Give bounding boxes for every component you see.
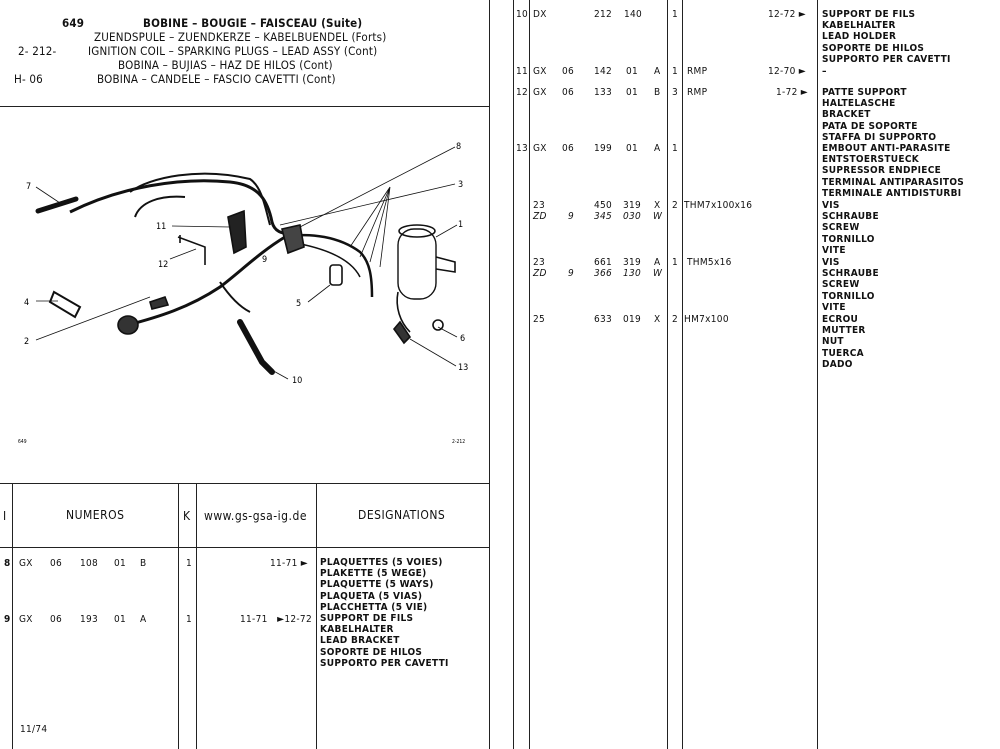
designation-es: SOPORTE DE HILOS xyxy=(822,42,925,54)
quantity: 1 xyxy=(672,66,679,77)
designation-de: MUTTER xyxy=(822,325,866,337)
part-number: 633 xyxy=(594,314,613,325)
right-col-sep-5 xyxy=(817,0,818,749)
part-group: 06 xyxy=(562,87,575,98)
date-range: 12-72 ► xyxy=(768,9,807,20)
part-variant: A xyxy=(654,257,661,268)
part-prefix: GX xyxy=(533,143,547,154)
part-group: 06 xyxy=(562,66,575,77)
part-number: 661 xyxy=(594,257,613,268)
designation-it: TERMINALE ANTIDISTURBI xyxy=(822,187,962,199)
row-index: 12 xyxy=(516,87,529,98)
part-variant: X xyxy=(654,200,661,211)
right-col-sep-1 xyxy=(513,0,514,749)
table-top-border xyxy=(0,483,490,484)
row-index: 9 xyxy=(4,614,11,625)
part-number: 108 xyxy=(80,558,99,569)
designation-it: VITE xyxy=(822,244,846,256)
designation-en: LEAD HOLDER xyxy=(822,31,897,43)
part-spec: HM7x100 xyxy=(684,314,729,325)
part-suffix: 319 xyxy=(623,200,642,211)
part-prefix: GX xyxy=(533,66,547,77)
quantity: 2 xyxy=(672,200,679,211)
sub-code: H- 06 xyxy=(14,72,43,86)
part-suffix: 01 xyxy=(626,143,639,154)
part-number-alt: 345 xyxy=(594,211,613,222)
title-it: BOBINA – CANDELE – FASCIO CAVETTI (Cont) xyxy=(97,72,336,86)
part-variant: B xyxy=(140,558,147,569)
date-range: 1-72 ► xyxy=(776,87,808,98)
part-number: 133 xyxy=(594,87,613,98)
quantity: 1 xyxy=(672,257,679,268)
title-es: BOBINA – BUJIAS – HAZ DE HILOS (Cont) xyxy=(118,58,333,72)
diagram-footer-left: 649 xyxy=(18,439,27,445)
quantity: 1 xyxy=(672,9,679,20)
part-prefix: DX xyxy=(533,9,547,20)
right-col-sep-4 xyxy=(682,0,683,749)
designation-de: ENTSTOERSTUECK xyxy=(822,154,919,166)
part-variant: A xyxy=(654,66,661,77)
designation-en: SCREW xyxy=(822,222,860,234)
callout-8: 8 xyxy=(456,142,462,152)
quantity: 1 xyxy=(186,558,193,569)
col-header-website[interactable]: www.gs-gsa-ig.de xyxy=(204,509,307,523)
designation-en: SUPRESSOR ENDPIECE xyxy=(822,165,942,177)
row-index: 10 xyxy=(516,9,529,20)
title-en: IGNITION COIL – SPARKING PLUGS – LEAD ASSY (Cont) xyxy=(88,44,378,58)
designation-list xyxy=(822,87,936,143)
part-prefix: GX xyxy=(19,614,33,625)
callout-11: 11 xyxy=(156,222,167,232)
part-number: 193 xyxy=(80,614,99,625)
part-group: 06 xyxy=(50,558,63,569)
table-header-bottom xyxy=(0,547,490,548)
designation-fr: ECROU xyxy=(822,314,859,325)
designation-en: NUT xyxy=(822,336,844,348)
part-prefix: 25 xyxy=(533,314,546,325)
page-number: 649 xyxy=(62,16,85,30)
designation-dash: – xyxy=(822,66,827,77)
center-divider xyxy=(489,0,490,749)
designation-fr: PATTE SUPPORT xyxy=(822,87,907,98)
designation-es: SOPORTE DE HILOS xyxy=(320,646,423,658)
designation-list xyxy=(822,314,866,370)
part-suffix: 01 xyxy=(114,558,127,569)
designation-en: BRACKET xyxy=(822,109,871,121)
designation-fr: VIS xyxy=(822,200,840,211)
col-header-numbers: NUMEROS xyxy=(66,508,125,522)
part-suffix: 319 xyxy=(623,257,642,268)
part-spec: THM7x100x16 xyxy=(684,200,753,211)
designation-fr: VIS xyxy=(822,257,840,268)
designation-es: TERMINAL ANTIPARASITOS xyxy=(822,176,965,188)
part-spec: THM5x16 xyxy=(687,257,732,268)
designation-en: PLAQUETTE (5 WAYS) xyxy=(320,579,434,591)
designation-en: LEAD BRACKET xyxy=(320,635,400,647)
designation-de: SCHRAUBE xyxy=(822,211,879,223)
part-suffix: 01 xyxy=(626,87,639,98)
part-prefix: GX xyxy=(19,558,33,569)
callout-1: 1 xyxy=(458,220,464,230)
designation-de: KABELHALTER xyxy=(822,20,896,32)
callout-13: 13 xyxy=(458,363,469,373)
callout-2: 2 xyxy=(24,337,30,347)
part-variant: A xyxy=(654,143,661,154)
date-range: 11-71 ►12-72 xyxy=(240,614,312,625)
designation-es: TORNILLO xyxy=(822,233,875,245)
part-suffix: 01 xyxy=(114,614,127,625)
diagram-footer-right: 2-212 xyxy=(452,439,466,445)
callout-4: 4 xyxy=(24,298,30,308)
part-prefix: GX xyxy=(533,87,547,98)
callout-7: 7 xyxy=(26,182,32,192)
designation-list xyxy=(822,66,827,77)
col-sep-date xyxy=(316,483,317,749)
designation-de: KABELHALTER xyxy=(320,624,394,636)
designation-it: STAFFA DI SUPPORTO xyxy=(822,131,937,143)
callout-12: 12 xyxy=(158,260,169,270)
part-group-alt: 9 xyxy=(568,211,575,222)
footer-date: 11/74 xyxy=(20,724,48,735)
title-fr: BOBINE – BOUGIE – FAISCEAU (Suite) xyxy=(143,16,363,30)
part-group-alt: 9 xyxy=(568,268,575,279)
designation-it: SUPPORTO PER CAVETTI xyxy=(822,53,951,65)
designation-it: DADO xyxy=(822,358,853,370)
quantity: 1 xyxy=(186,614,193,625)
col-header-index: I xyxy=(3,509,7,523)
right-col-sep-2 xyxy=(529,0,530,749)
section-code: 2- 212- xyxy=(18,44,57,58)
part-prefix-alt: ZD xyxy=(533,211,547,222)
part-suffix-alt: 030 xyxy=(623,211,642,222)
designation-de: SCHRAUBE xyxy=(822,268,879,280)
designation-it: PLACCHETTA (5 VIE) xyxy=(320,601,428,613)
quantity: 2 xyxy=(672,314,679,325)
exploded-diagram xyxy=(0,107,488,482)
designation-list xyxy=(822,143,964,199)
part-variant: A xyxy=(140,614,147,625)
row-index: 11 xyxy=(516,66,529,77)
col-sep-k xyxy=(196,483,197,749)
date-range: 11-71 ► xyxy=(270,558,309,569)
part-spec: RMP xyxy=(687,66,708,77)
designation-it: SUPPORTO PER CAVETTI xyxy=(320,657,449,669)
date-range: 12-70 ► xyxy=(768,66,807,77)
part-prefix: 23 xyxy=(533,257,546,268)
callout-3: 3 xyxy=(458,180,464,190)
designation-en: SCREW xyxy=(822,279,860,291)
part-variant: X xyxy=(654,314,661,325)
col-header-designations: DESIGNATIONS xyxy=(358,508,446,522)
designation-es: TORNILLO xyxy=(822,290,875,302)
designation-list xyxy=(822,9,951,65)
col-header-k: K xyxy=(183,509,191,523)
designation-list xyxy=(320,557,443,613)
right-col-sep-3 xyxy=(667,0,668,749)
part-suffix: 01 xyxy=(626,66,639,77)
callout-5: 5 xyxy=(296,299,302,309)
col-sep-numbers xyxy=(178,483,179,749)
designation-es: TUERCA xyxy=(822,347,864,359)
designation-de: HALTELASCHE xyxy=(822,98,896,110)
part-suffix-alt: 130 xyxy=(623,268,642,279)
col-sep-index xyxy=(12,483,13,749)
designation-es: PLAQUETA (5 VIAS) xyxy=(320,590,423,602)
part-number: 199 xyxy=(594,143,613,154)
designation-de: PLAKETTE (5 WEGE) xyxy=(320,568,427,580)
quantity: 3 xyxy=(672,87,679,98)
designation-list xyxy=(320,613,449,669)
row-index: 13 xyxy=(516,143,529,154)
part-number: 212 xyxy=(594,9,613,20)
designation-fr: SUPPORT DE FILS xyxy=(822,9,916,20)
designation-it: VITE xyxy=(822,301,846,313)
part-group: 06 xyxy=(562,143,575,154)
part-prefix-alt: ZD xyxy=(533,268,547,279)
quantity: 1 xyxy=(672,143,679,154)
designation-fr: SUPPORT DE FILS xyxy=(320,613,414,624)
row-index: 8 xyxy=(4,558,11,569)
part-prefix: 23 xyxy=(533,200,546,211)
designation-list xyxy=(822,200,879,256)
designation-fr: PLAQUETTES (5 VOIES) xyxy=(320,557,443,568)
part-variant: B xyxy=(654,87,661,98)
part-suffix: 140 xyxy=(624,9,643,20)
designation-es: PATA DE SOPORTE xyxy=(822,120,918,132)
part-variant-alt: W xyxy=(653,268,663,279)
title-de: ZUENDSPULE – ZUENDKERZE – KABELBUENDEL (Forts) xyxy=(94,30,387,44)
part-number-alt: 366 xyxy=(594,268,613,279)
callout-6: 6 xyxy=(460,334,466,344)
callout-9: 9 xyxy=(262,255,268,265)
designation-list xyxy=(822,257,879,313)
part-suffix: 019 xyxy=(623,314,642,325)
part-number: 142 xyxy=(594,66,613,77)
part-number: 450 xyxy=(594,200,613,211)
part-spec: RMP xyxy=(687,87,708,98)
part-group: 06 xyxy=(50,614,63,625)
designation-fr: EMBOUT ANTI-PARASITE xyxy=(822,143,951,154)
callout-10: 10 xyxy=(292,376,303,386)
part-variant-alt: W xyxy=(653,211,663,222)
